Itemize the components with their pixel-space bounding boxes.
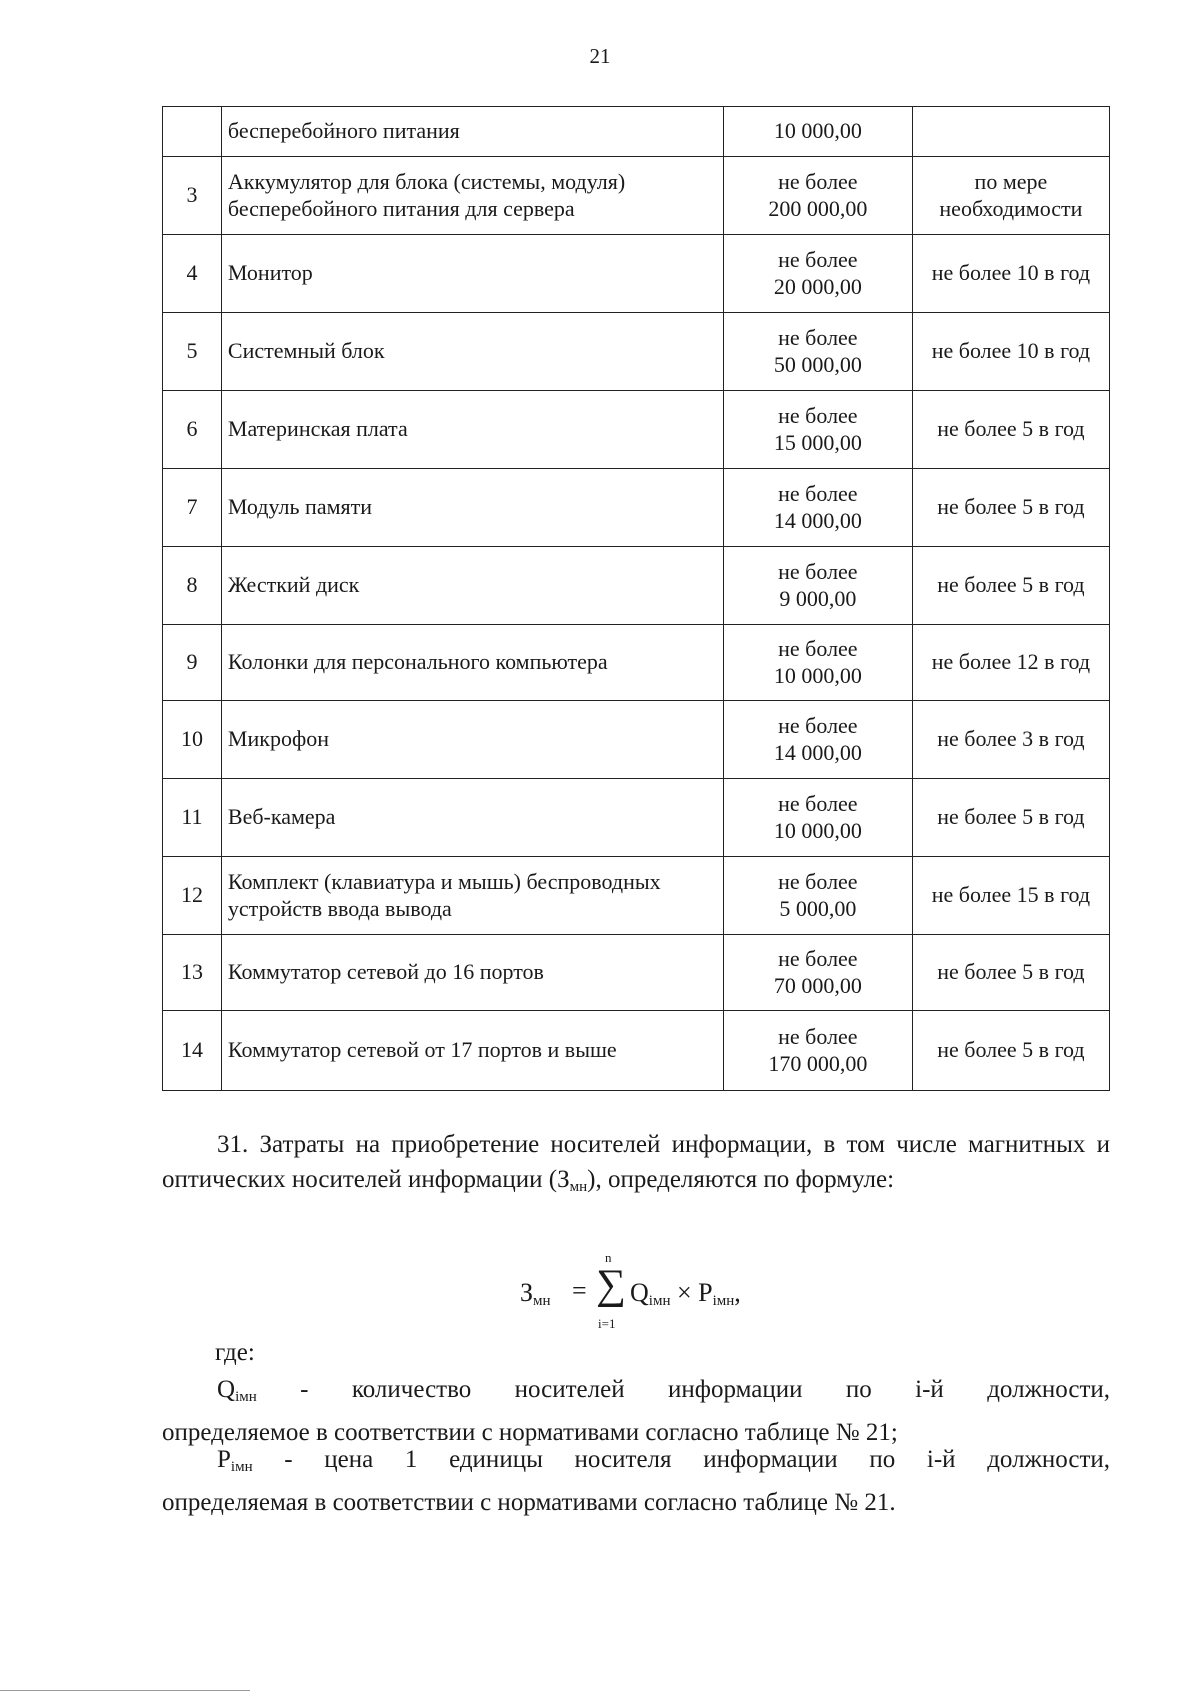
price-cell-line: 14 000,00 — [773, 507, 862, 533]
row-number-cell: 9 — [163, 625, 222, 701]
price-cell-line: не более — [778, 169, 858, 195]
price-cell — [723, 469, 912, 547]
sum-symbol: ∑ — [596, 1262, 626, 1308]
table-row — [163, 391, 1110, 469]
frequency-cell — [912, 1011, 1109, 1091]
table-row — [163, 857, 1110, 935]
frequency-cell-line: не более 5 в год — [937, 572, 1085, 598]
price-cell — [723, 1011, 912, 1091]
formula-rhs: $Q_{iмн} \times P_{iмн}$, — [630, 1278, 741, 1309]
item-name-cell-line: Коммутатор сетевой до 16 портов — [227, 959, 544, 985]
norms-table — [162, 106, 1110, 1091]
item-name-cell-line: Аккумулятор для блока (системы, модуля) — [227, 169, 626, 195]
footer-divider — [0, 1690, 250, 1691]
price-cell — [723, 779, 912, 857]
row-number-cell: 13 — [163, 935, 222, 1011]
item-name-cell-line: бесперебойного питания — [227, 118, 460, 144]
price-cell — [723, 935, 912, 1011]
item-name-cell — [221, 625, 723, 701]
table-row — [163, 157, 1110, 235]
row-number-cell — [163, 107, 222, 157]
price-cell-line: 14 000,00 — [773, 739, 862, 765]
price-cell — [723, 701, 912, 779]
item-name-cell — [221, 313, 723, 391]
frequency-cell — [912, 235, 1109, 313]
price-cell-line: 50 000,00 — [773, 351, 862, 377]
definition-p-line1: $P_{iмн}$ - цена 1 единицы носителя информации по i-й должности, — [217, 1446, 1110, 1475]
item-name-cell-line: Монитор — [227, 260, 313, 286]
paragraph-31-subscript: мн — [569, 1179, 588, 1195]
row-number-cell: 6 — [163, 391, 222, 469]
frequency-cell-line: не более 15 в год — [931, 882, 1091, 908]
frequency-cell — [912, 391, 1109, 469]
price-cell-line: не более — [778, 559, 858, 585]
item-name-cell-line: Микрофон — [227, 726, 329, 752]
price-cell — [723, 157, 912, 235]
item-name-cell-line: устройств ввода вывода — [227, 895, 452, 921]
item-name-cell — [221, 235, 723, 313]
price-cell-line: 70 000,00 — [773, 972, 862, 998]
table-row — [163, 701, 1110, 779]
row-number-cell: 7 — [163, 469, 222, 547]
price-cell-line: 15 000,00 — [773, 429, 862, 455]
frequency-cell-line: не более 5 в год — [937, 959, 1085, 985]
price-cell-line: не более — [778, 481, 858, 507]
paragraph-31-text-end: ), определяются по формуле: — [587, 1166, 895, 1193]
price-cell-line: не более — [778, 1024, 858, 1050]
item-name-cell — [221, 701, 723, 779]
frequency-cell — [912, 935, 1109, 1011]
price-cell-line: не более — [778, 403, 858, 429]
frequency-cell — [912, 469, 1109, 547]
table-row — [163, 1011, 1110, 1091]
item-name-cell — [221, 391, 723, 469]
row-number-cell: 3 — [163, 157, 222, 235]
price-cell — [723, 391, 912, 469]
item-name-cell-line: Материнская плата — [227, 416, 408, 442]
price-cell-line: 10 000,00 — [773, 817, 862, 843]
table-row — [163, 235, 1110, 313]
frequency-cell — [912, 547, 1109, 625]
item-name-cell — [221, 157, 723, 235]
price-cell-line: не более — [778, 946, 858, 972]
item-name-cell-line: Комплект (клавиатура и мышь) беспроводных — [227, 869, 661, 895]
definition-p — [162, 1442, 1110, 1520]
price-cell-line: не более — [778, 636, 858, 662]
price-cell-line: 170 000,00 — [768, 1050, 868, 1076]
frequency-cell-line: не более 5 в год — [937, 804, 1085, 830]
where-label: где: — [215, 1339, 255, 1366]
price-cell — [723, 313, 912, 391]
formula-upper-limit: n — [605, 1250, 612, 1265]
item-name-cell — [221, 779, 723, 857]
item-name-cell — [221, 547, 723, 625]
frequency-cell-line: не более 12 в год — [931, 649, 1091, 675]
frequency-cell-line: не более 3 в год — [937, 726, 1085, 752]
price-cell-line: не более — [778, 869, 858, 895]
item-name-cell-line: бесперебойного питания для сервера — [227, 195, 575, 221]
frequency-cell — [912, 857, 1109, 935]
item-name-cell — [221, 857, 723, 935]
item-name-cell-line: Системный блок — [227, 338, 385, 364]
definition-q-line1: $Q_{iмн}$ - количество носителей информации по i-й должности, — [217, 1376, 1110, 1405]
price-cell — [723, 235, 912, 313]
definition-p-line2: определяемая в соответствии с нормативами согласно таблице № 21. — [162, 1489, 896, 1516]
item-name-cell-line: Коммутатор сетевой от 17 портов и выше — [227, 1037, 617, 1063]
item-name-cell-line: Колонки для персонального компьютера — [227, 649, 608, 675]
row-number-cell: 10 — [163, 701, 222, 779]
table-row — [163, 313, 1110, 391]
price-cell — [723, 547, 912, 625]
formula-lower-limit: i=1 — [598, 1316, 616, 1331]
item-name-cell-line: Веб-камера — [227, 804, 336, 830]
price-cell-line: 10 000,00 — [773, 118, 862, 144]
price-cell-line: 10 000,00 — [773, 662, 862, 688]
row-number-cell: 12 — [163, 857, 222, 935]
row-number-cell: 8 — [163, 547, 222, 625]
price-cell-line: не более — [778, 325, 858, 351]
cost-formula — [520, 1250, 780, 1340]
row-number-cell: 4 — [163, 235, 222, 313]
page-number: 21 — [589, 44, 611, 68]
frequency-cell-line: не более 10 в год — [931, 260, 1091, 286]
frequency-cell — [912, 625, 1109, 701]
item-name-cell — [221, 1011, 723, 1091]
price-cell-line: не более — [778, 791, 858, 817]
formula-equals: = — [572, 1276, 587, 1305]
row-number-cell: 14 — [163, 1011, 222, 1091]
price-cell — [723, 857, 912, 935]
frequency-cell — [912, 313, 1109, 391]
definition-q-line2: определяемое в соответствии с нормативами согласно таблице № 21; — [162, 1419, 898, 1446]
price-cell — [723, 625, 912, 701]
table-row — [163, 469, 1110, 547]
item-name-cell — [221, 469, 723, 547]
price-cell — [723, 107, 912, 157]
paragraph-31 — [162, 1127, 1110, 1205]
table-row — [163, 107, 1110, 157]
frequency-cell-line: не более 5 в год — [937, 416, 1085, 442]
row-number-cell: 11 — [163, 779, 222, 857]
frequency-cell-line: по мере — [974, 169, 1048, 195]
frequency-cell — [912, 779, 1109, 857]
frequency-cell — [912, 157, 1109, 235]
formula-lhs: $З_{мн}$ — [520, 1278, 551, 1309]
price-cell-line: 200 000,00 — [768, 195, 868, 221]
item-name-cell-line: Жесткий диск — [227, 572, 360, 598]
price-cell-line: не более — [778, 247, 858, 273]
item-name-cell-line: Модуль памяти — [227, 494, 373, 520]
price-cell-line: 20 000,00 — [773, 273, 862, 299]
frequency-cell — [912, 107, 1109, 157]
row-number-cell: 5 — [163, 313, 222, 391]
price-cell-line: 5 000,00 — [779, 895, 857, 921]
frequency-cell — [912, 701, 1109, 779]
price-cell-line: не более — [778, 713, 858, 739]
definition-q — [162, 1372, 1110, 1450]
frequency-cell-line: необходимости — [939, 195, 1083, 221]
frequency-cell-line: не более 5 в год — [937, 494, 1085, 520]
frequency-cell-line: не более 5 в год — [937, 1037, 1085, 1063]
paragraph-31-text-start: 31. Затраты на приобретение носителей информации, в том числе магнитных и оптических носителей информации (З — [162, 1131, 1110, 1193]
frequency-cell-line: не более 10 в год — [931, 338, 1091, 364]
price-cell-line: 9 000,00 — [779, 585, 857, 611]
item-name-cell — [221, 935, 723, 1011]
table-row — [163, 625, 1110, 701]
table-row — [163, 779, 1110, 857]
table-row — [163, 547, 1110, 625]
table-row — [163, 935, 1110, 1011]
item-name-cell — [221, 107, 723, 157]
